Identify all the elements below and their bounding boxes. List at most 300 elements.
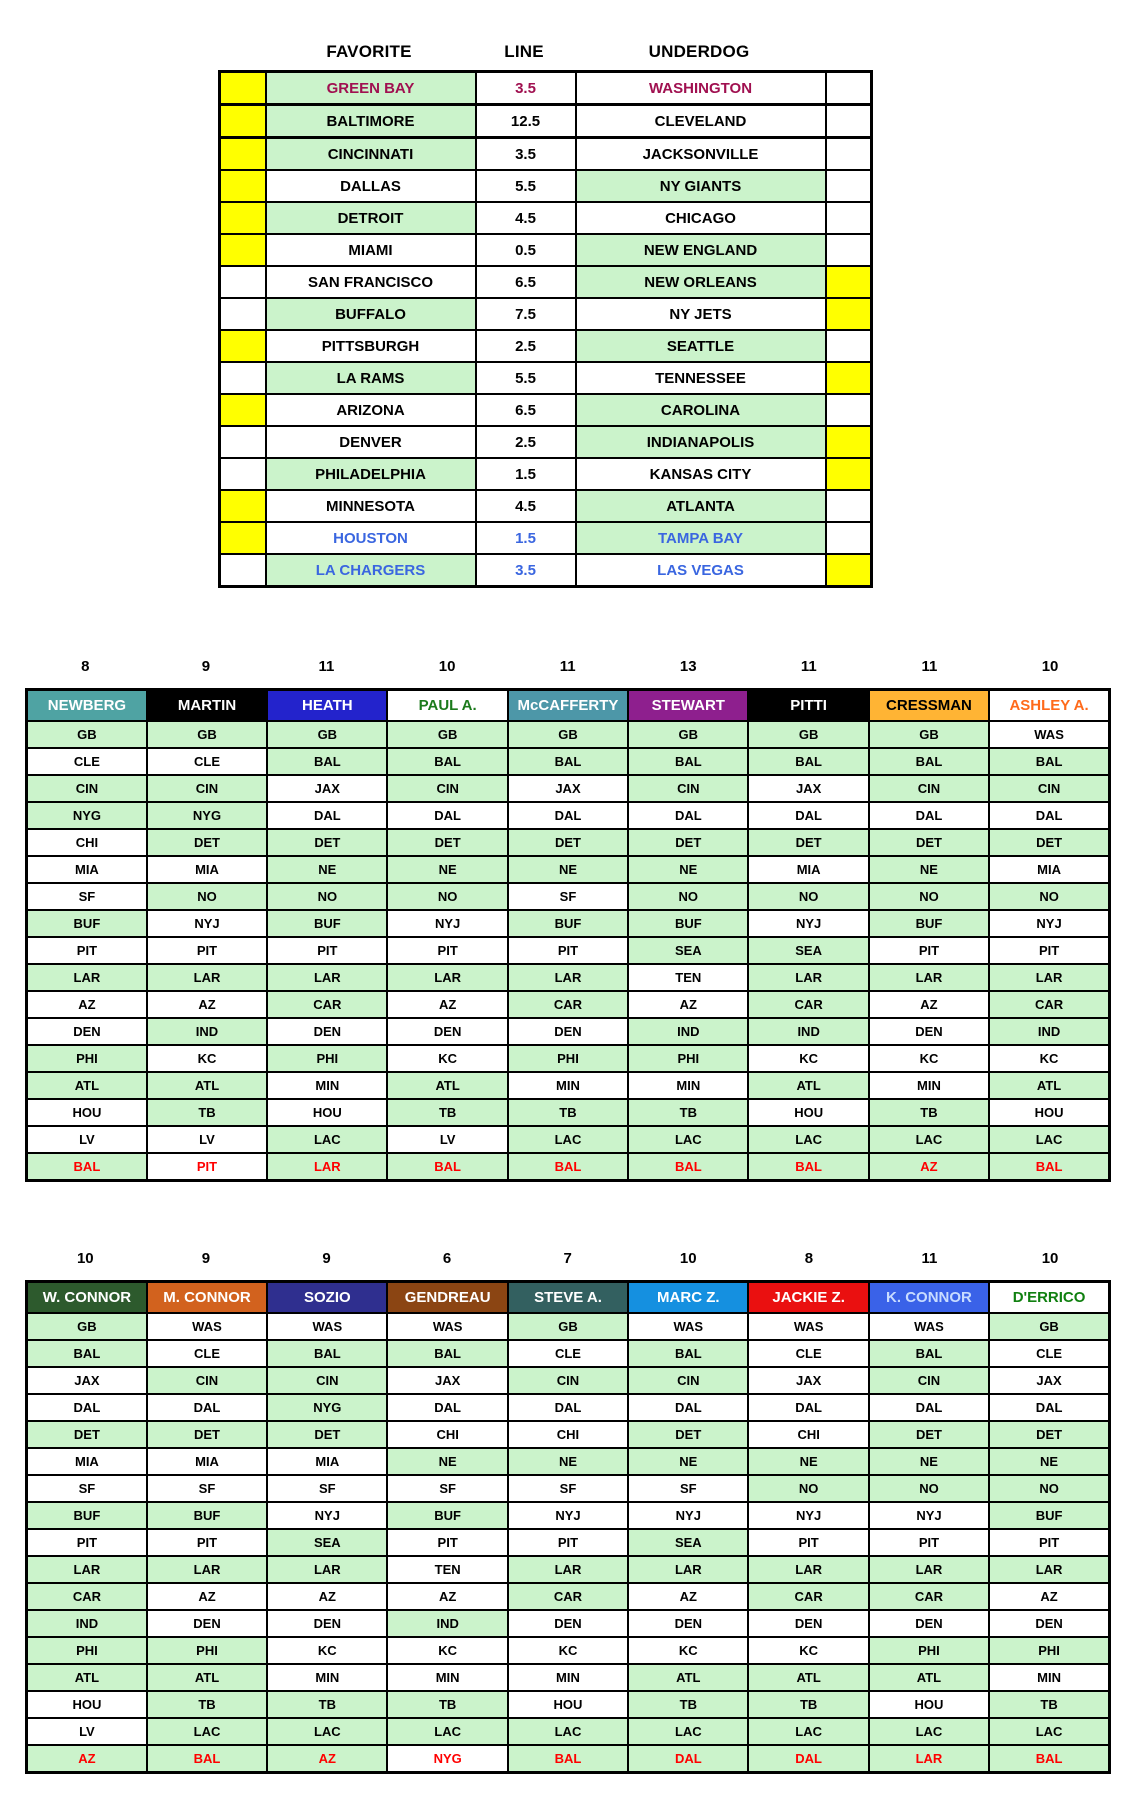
pick-cell: PIT	[147, 1529, 267, 1556]
pick-cell: SF	[508, 1475, 628, 1502]
pick-cell: DEN	[869, 1018, 989, 1045]
pick-cell: NE	[748, 1448, 868, 1475]
pick-cell: LAR	[869, 1745, 989, 1773]
pick-cell: CIN	[628, 1367, 748, 1394]
pick-cell: DAL	[628, 802, 748, 829]
pick-cell: GB	[989, 1313, 1109, 1340]
pick-cell: LAC	[869, 1718, 989, 1745]
player-name-header: ASHLEY A.	[989, 690, 1109, 722]
game-row	[220, 202, 872, 234]
pick-cell: JAX	[267, 775, 387, 802]
pick-cell: BAL	[508, 1745, 628, 1773]
player-score: 8	[804, 1250, 814, 1267]
underdog-team-cell: INDIANAPOLIS	[576, 426, 826, 458]
picks-row	[27, 1718, 1110, 1745]
pick-cell: DET	[628, 1421, 748, 1448]
underdog-team-cell: TENNESSEE	[576, 362, 826, 394]
home-marker-left	[220, 554, 266, 587]
pick-cell: NYJ	[387, 910, 507, 937]
pick-cell: SEA	[267, 1529, 387, 1556]
pick-cell: LAR	[27, 964, 147, 991]
picks-row	[27, 775, 1110, 802]
pick-cell: ATL	[748, 1072, 868, 1099]
favorite-team-cell: CINCINNATI	[266, 138, 476, 171]
pick-cell: BUF	[628, 910, 748, 937]
pick-cell: CAR	[508, 1583, 628, 1610]
pick-cell: KC	[267, 1637, 387, 1664]
pick-cell: DAL	[387, 802, 507, 829]
favorite-team-cell: DENVER	[266, 426, 476, 458]
pick-cell: GB	[869, 721, 989, 748]
pick-cell: NE	[869, 1448, 989, 1475]
pick-cell: LAC	[508, 1718, 628, 1745]
pick-cell: CAR	[748, 1583, 868, 1610]
pick-cell: DET	[147, 829, 267, 856]
pick-cell: LAR	[387, 964, 507, 991]
home-marker-right	[826, 298, 872, 330]
pick-cell: AZ	[989, 1583, 1109, 1610]
picks-row	[27, 937, 1110, 964]
pick-cell: PIT	[387, 937, 507, 964]
underdog-team-cell: KANSAS CITY	[576, 458, 826, 490]
pick-cell: AZ	[27, 991, 147, 1018]
pick-cell: AZ	[628, 991, 748, 1018]
pick-cell: PIT	[27, 937, 147, 964]
line-value-cell: 6.5	[476, 394, 576, 426]
pick-cell: KC	[147, 1045, 267, 1072]
player-score: 7	[563, 1250, 572, 1267]
pick-cell: PHI	[869, 1637, 989, 1664]
pick-cell: WAS	[869, 1313, 989, 1340]
home-marker-right	[826, 138, 872, 171]
player-score: 8	[81, 658, 90, 675]
pick-cell: CAR	[27, 1583, 147, 1610]
line-value-cell: 0.5	[476, 234, 576, 266]
picks-row	[27, 1664, 1110, 1691]
pick-cell: JAX	[748, 775, 868, 802]
pick-cell: SEA	[628, 1529, 748, 1556]
pick-cell: DAL	[267, 802, 387, 829]
pick-cell: LAC	[267, 1718, 387, 1745]
pick-cell: DAL	[748, 802, 868, 829]
pick-cell: KC	[989, 1045, 1109, 1072]
pick-cell: CIN	[27, 775, 147, 802]
pick-cell: SF	[27, 883, 147, 910]
line-value-cell: 3.5	[476, 554, 576, 587]
home-marker-left	[220, 170, 266, 202]
home-marker-left	[220, 330, 266, 362]
pick-cell: GB	[147, 721, 267, 748]
favorite-team-cell: PHILADELPHIA	[266, 458, 476, 490]
pick-cell: LAC	[508, 1126, 628, 1153]
home-marker-right	[826, 394, 872, 426]
favorite-team-cell: PITTSBURGH	[266, 330, 476, 362]
pick-cell: LV	[147, 1126, 267, 1153]
pick-cell: NO	[748, 1475, 868, 1502]
pick-cell: DET	[387, 829, 507, 856]
pick-cell: BUF	[387, 1502, 507, 1529]
player-name-header: PAUL A.	[387, 690, 507, 722]
pick-cell: IND	[748, 1018, 868, 1045]
pick-cell: PHI	[508, 1045, 628, 1072]
pick-cell: ATL	[27, 1072, 147, 1099]
pick-cell: LV	[27, 1718, 147, 1745]
pick-cell: PIT	[147, 937, 267, 964]
pick-cell: BAL	[508, 1153, 628, 1181]
player-name-header: McCAFFERTY	[508, 690, 628, 722]
pick-cell: DEN	[147, 1610, 267, 1637]
pick-cell: NYJ	[748, 910, 868, 937]
pick-cell: NYG	[267, 1394, 387, 1421]
pick-cell: SF	[27, 1475, 147, 1502]
pick-cell: BAL	[267, 748, 387, 775]
picks-row	[27, 829, 1110, 856]
home-marker-right	[826, 426, 872, 458]
pick-cell: TB	[869, 1099, 989, 1126]
picks-row	[27, 1421, 1110, 1448]
game-row	[220, 330, 872, 362]
pick-cell: TB	[147, 1691, 267, 1718]
picks-row	[27, 1126, 1110, 1153]
pick-cell: MIN	[508, 1664, 628, 1691]
pick-cell: LAC	[267, 1126, 387, 1153]
pick-cell: BAL	[748, 748, 868, 775]
pick-cell: MIA	[147, 1448, 267, 1475]
pick-cell: PHI	[27, 1045, 147, 1072]
pick-cell: LAR	[508, 964, 628, 991]
pick-cell: HOU	[508, 1691, 628, 1718]
pick-cell: CAR	[508, 991, 628, 1018]
picks-row	[27, 802, 1110, 829]
pick-cell: BUF	[27, 1502, 147, 1529]
pick-cell: PIT	[508, 1529, 628, 1556]
picks-row	[27, 1637, 1110, 1664]
picks-row	[27, 1340, 1110, 1367]
pick-cell: LAR	[869, 964, 989, 991]
pick-cell: ATL	[748, 1664, 868, 1691]
pick-cell: NYJ	[267, 1502, 387, 1529]
pick-cell: PIT	[989, 1529, 1109, 1556]
pick-cell: CAR	[989, 991, 1109, 1018]
pick-cell: WAS	[748, 1313, 868, 1340]
picks-row	[27, 1018, 1110, 1045]
home-marker-left	[220, 266, 266, 298]
pick-cell: LAC	[748, 1718, 868, 1745]
pick-cell: NO	[748, 883, 868, 910]
pick-cell: CLE	[748, 1340, 868, 1367]
picks-row	[27, 883, 1110, 910]
pick-cell: MIA	[27, 1448, 147, 1475]
pick-cell: PIT	[869, 1529, 989, 1556]
underdog-team-cell: NEW ENGLAND	[576, 234, 826, 266]
pick-cell: TEN	[628, 964, 748, 991]
pick-cell: BUF	[508, 910, 628, 937]
pick-cell: BAL	[989, 748, 1109, 775]
pick-cell: LAC	[869, 1126, 989, 1153]
pick-cell: HOU	[27, 1691, 147, 1718]
favorite-team-cell: BALTIMORE	[266, 105, 476, 138]
pick-cell: TB	[989, 1691, 1109, 1718]
pick-cell: LAR	[267, 1153, 387, 1181]
pick-cell: DAL	[27, 1394, 147, 1421]
player-score: 10	[438, 658, 456, 675]
pick-cell: CLE	[27, 748, 147, 775]
underdog-team-cell: NEW ORLEANS	[576, 266, 826, 298]
pick-cell: DAL	[989, 1394, 1109, 1421]
favorite-team-cell: MINNESOTA	[266, 490, 476, 522]
pick-cell: NO	[989, 1475, 1109, 1502]
player-score: 13	[679, 658, 697, 675]
home-marker-left	[220, 202, 266, 234]
pick-cell: IND	[147, 1018, 267, 1045]
favorite-team-cell: SAN FRANCISCO	[266, 266, 476, 298]
pick-cell: DEN	[508, 1018, 628, 1045]
pick-cell: KC	[869, 1045, 989, 1072]
pick-cell: LAR	[748, 964, 868, 991]
pick-cell: AZ	[387, 991, 507, 1018]
line-value-cell: 5.5	[476, 170, 576, 202]
picks-row	[27, 1502, 1110, 1529]
pick-cell: NYJ	[989, 910, 1109, 937]
pick-cell: BAL	[989, 1153, 1109, 1181]
pick-cell: CIN	[869, 1367, 989, 1394]
player-name-header: STEWART	[628, 690, 748, 722]
pick-cell: AZ	[267, 1583, 387, 1610]
line-value-cell: 1.5	[476, 458, 576, 490]
pick-cell: AZ	[869, 991, 989, 1018]
pick-cell: AZ	[267, 1745, 387, 1773]
player-score: 9	[201, 658, 211, 675]
player-name-header: GENDREAU	[387, 1282, 507, 1314]
pick-cell: BAL	[989, 1745, 1109, 1773]
pick-cell: DAL	[508, 1394, 628, 1421]
home-marker-left	[220, 394, 266, 426]
pick-cell: AZ	[147, 991, 267, 1018]
pick-cell: CIN	[989, 775, 1109, 802]
pick-cell: DAL	[508, 802, 628, 829]
pick-cell: BAL	[869, 748, 989, 775]
pick-cell: DET	[869, 1421, 989, 1448]
picks-row	[27, 1556, 1110, 1583]
pick-cell: BAL	[869, 1340, 989, 1367]
pick-cell: PIT	[748, 1529, 868, 1556]
pick-cell: LAR	[989, 964, 1109, 991]
player-name-header: PITTI	[748, 690, 868, 722]
pick-cell: CLE	[989, 1340, 1109, 1367]
player-name-header: CRESSMAN	[869, 690, 989, 722]
spacer	[824, 42, 870, 62]
player-name-header: D'ERRICO	[989, 1282, 1109, 1314]
pick-cell: CIN	[267, 1367, 387, 1394]
pick-cell: MIN	[387, 1664, 507, 1691]
pick-cell: JAX	[387, 1367, 507, 1394]
pick-cell: GB	[267, 721, 387, 748]
pick-cell: CIN	[147, 775, 267, 802]
player-score: 10	[76, 1250, 94, 1267]
game-row	[220, 458, 872, 490]
game-row	[220, 266, 872, 298]
pick-cell: CIN	[628, 775, 748, 802]
pick-cell: GB	[748, 721, 868, 748]
pick-cell: CHI	[508, 1421, 628, 1448]
picks-row	[27, 991, 1110, 1018]
pick-cell: BAL	[508, 748, 628, 775]
pick-cell: DET	[869, 829, 989, 856]
pick-cell: NYG	[147, 802, 267, 829]
pick-cell: IND	[628, 1018, 748, 1045]
picks-row	[27, 1367, 1110, 1394]
pick-cell: NE	[869, 856, 989, 883]
home-marker-right	[826, 72, 872, 105]
pick-cell: BAL	[267, 1340, 387, 1367]
pick-cell: MIA	[147, 856, 267, 883]
pick-cell: NE	[508, 1448, 628, 1475]
pick-cell: DAL	[748, 1394, 868, 1421]
tiebreak-row	[27, 1745, 1110, 1773]
player-score: 11	[800, 658, 817, 675]
player-score: 9	[201, 1250, 211, 1267]
pick-cell: HOU	[267, 1099, 387, 1126]
underdog-team-cell: LAS VEGAS	[576, 554, 826, 587]
pick-cell: SEA	[748, 937, 868, 964]
picks-row	[27, 910, 1110, 937]
pick-cell: DEN	[628, 1610, 748, 1637]
pick-cell: WAS	[267, 1313, 387, 1340]
pick-cell: DAL	[387, 1394, 507, 1421]
pick-cell: WAS	[989, 721, 1109, 748]
player-score: 11	[318, 658, 335, 675]
pick-cell: BAL	[628, 1340, 748, 1367]
pick-cell: CIN	[508, 1367, 628, 1394]
favorite-team-cell: ARIZONA	[266, 394, 476, 426]
pick-cell: TB	[748, 1691, 868, 1718]
pick-cell: LAR	[748, 1556, 868, 1583]
player-score: 9	[322, 1250, 331, 1267]
player-name-header: W. CONNOR	[27, 1282, 147, 1314]
pick-cell: LAC	[989, 1718, 1109, 1745]
favorite-team-cell: LA RAMS	[266, 362, 476, 394]
pick-cell: DEN	[267, 1610, 387, 1637]
pick-cell: NYJ	[869, 1502, 989, 1529]
pick-cell: TB	[387, 1099, 507, 1126]
player-name-header: SOZIO	[267, 1282, 387, 1314]
pick-cell: MIN	[989, 1664, 1109, 1691]
pick-cell: PIT	[147, 1153, 267, 1181]
pick-cell: LAR	[147, 1556, 267, 1583]
pick-cell: BAL	[628, 1153, 748, 1181]
pick-cell: DEN	[989, 1610, 1109, 1637]
pick-cell: DET	[989, 829, 1109, 856]
pick-cell: PHI	[628, 1045, 748, 1072]
pick-cell: JAX	[27, 1367, 147, 1394]
pick-cell: MIN	[267, 1072, 387, 1099]
pick-cell: MIA	[748, 856, 868, 883]
picks-row	[27, 1691, 1110, 1718]
pick-cell: MIA	[989, 856, 1109, 883]
pick-cell: WAS	[628, 1313, 748, 1340]
underdog-team-cell: TAMPA BAY	[576, 522, 826, 554]
pick-cell: NYG	[387, 1745, 507, 1773]
pick-cell: LAC	[147, 1718, 267, 1745]
pick-cell: DET	[989, 1421, 1109, 1448]
game-row	[220, 298, 872, 330]
picks-row	[27, 1475, 1110, 1502]
favorite-team-cell: HOUSTON	[266, 522, 476, 554]
pick-cell: BUF	[869, 910, 989, 937]
pick-cell: BAL	[147, 1745, 267, 1773]
games-lines-table	[218, 70, 873, 588]
pick-cell: ATL	[147, 1072, 267, 1099]
player-score: 6	[442, 1250, 452, 1267]
player-name-header: K. CONNOR	[869, 1282, 989, 1314]
home-marker-left	[220, 362, 266, 394]
picks-row	[27, 1394, 1110, 1421]
home-marker-right	[826, 458, 872, 490]
pool-2-scores-row	[25, 1250, 1111, 1267]
player-score: 11	[921, 1250, 938, 1267]
pick-cell: TEN	[387, 1556, 507, 1583]
home-marker-right	[826, 522, 872, 554]
pick-cell: PIT	[989, 937, 1109, 964]
favorite-team-cell: GREEN BAY	[266, 72, 476, 105]
pick-cell: BAL	[387, 1340, 507, 1367]
games-column-labels	[218, 42, 870, 62]
favorite-team-cell: LA CHARGERS	[266, 554, 476, 587]
pick-cell: ATL	[387, 1072, 507, 1099]
pick-cell: PIT	[869, 937, 989, 964]
pick-cell: PHI	[27, 1637, 147, 1664]
home-marker-left	[220, 138, 266, 171]
pick-cell: DAL	[628, 1745, 748, 1773]
pick-cell: NO	[267, 883, 387, 910]
pick-cell: NYJ	[508, 1502, 628, 1529]
pick-cell: LAC	[989, 1126, 1109, 1153]
tiebreak-row	[27, 1153, 1110, 1181]
pick-cell: CLE	[508, 1340, 628, 1367]
line-value-cell: 3.5	[476, 72, 576, 105]
pick-cell: DEN	[869, 1610, 989, 1637]
pick-cell: DET	[27, 1421, 147, 1448]
picks-row	[27, 1529, 1110, 1556]
pick-cell: DET	[267, 1421, 387, 1448]
pick-cell: NYJ	[748, 1502, 868, 1529]
picks-row	[27, 748, 1110, 775]
pick-cell: NE	[508, 856, 628, 883]
pick-cell: LAR	[267, 1556, 387, 1583]
pick-cell: KC	[748, 1045, 868, 1072]
game-row	[220, 170, 872, 202]
pick-cell: AZ	[387, 1583, 507, 1610]
pick-cell: KC	[387, 1045, 507, 1072]
pick-cell: IND	[387, 1610, 507, 1637]
line-value-cell: 4.5	[476, 202, 576, 234]
pick-cell: ATL	[147, 1664, 267, 1691]
pick-cell: NE	[989, 1448, 1109, 1475]
player-name-header: STEVE A.	[508, 1282, 628, 1314]
home-marker-right	[826, 330, 872, 362]
player-score: 10	[679, 1250, 697, 1267]
pick-cell: BAL	[387, 748, 507, 775]
home-marker-right	[826, 554, 872, 587]
pick-cell: BAL	[387, 1153, 507, 1181]
pick-cell: LAR	[147, 964, 267, 991]
pick-cell: AZ	[147, 1583, 267, 1610]
pick-cell: CLE	[147, 748, 267, 775]
pick-cell: GB	[27, 721, 147, 748]
pick-cell: NO	[147, 883, 267, 910]
pick-cell: LAC	[387, 1718, 507, 1745]
home-marker-left	[220, 490, 266, 522]
